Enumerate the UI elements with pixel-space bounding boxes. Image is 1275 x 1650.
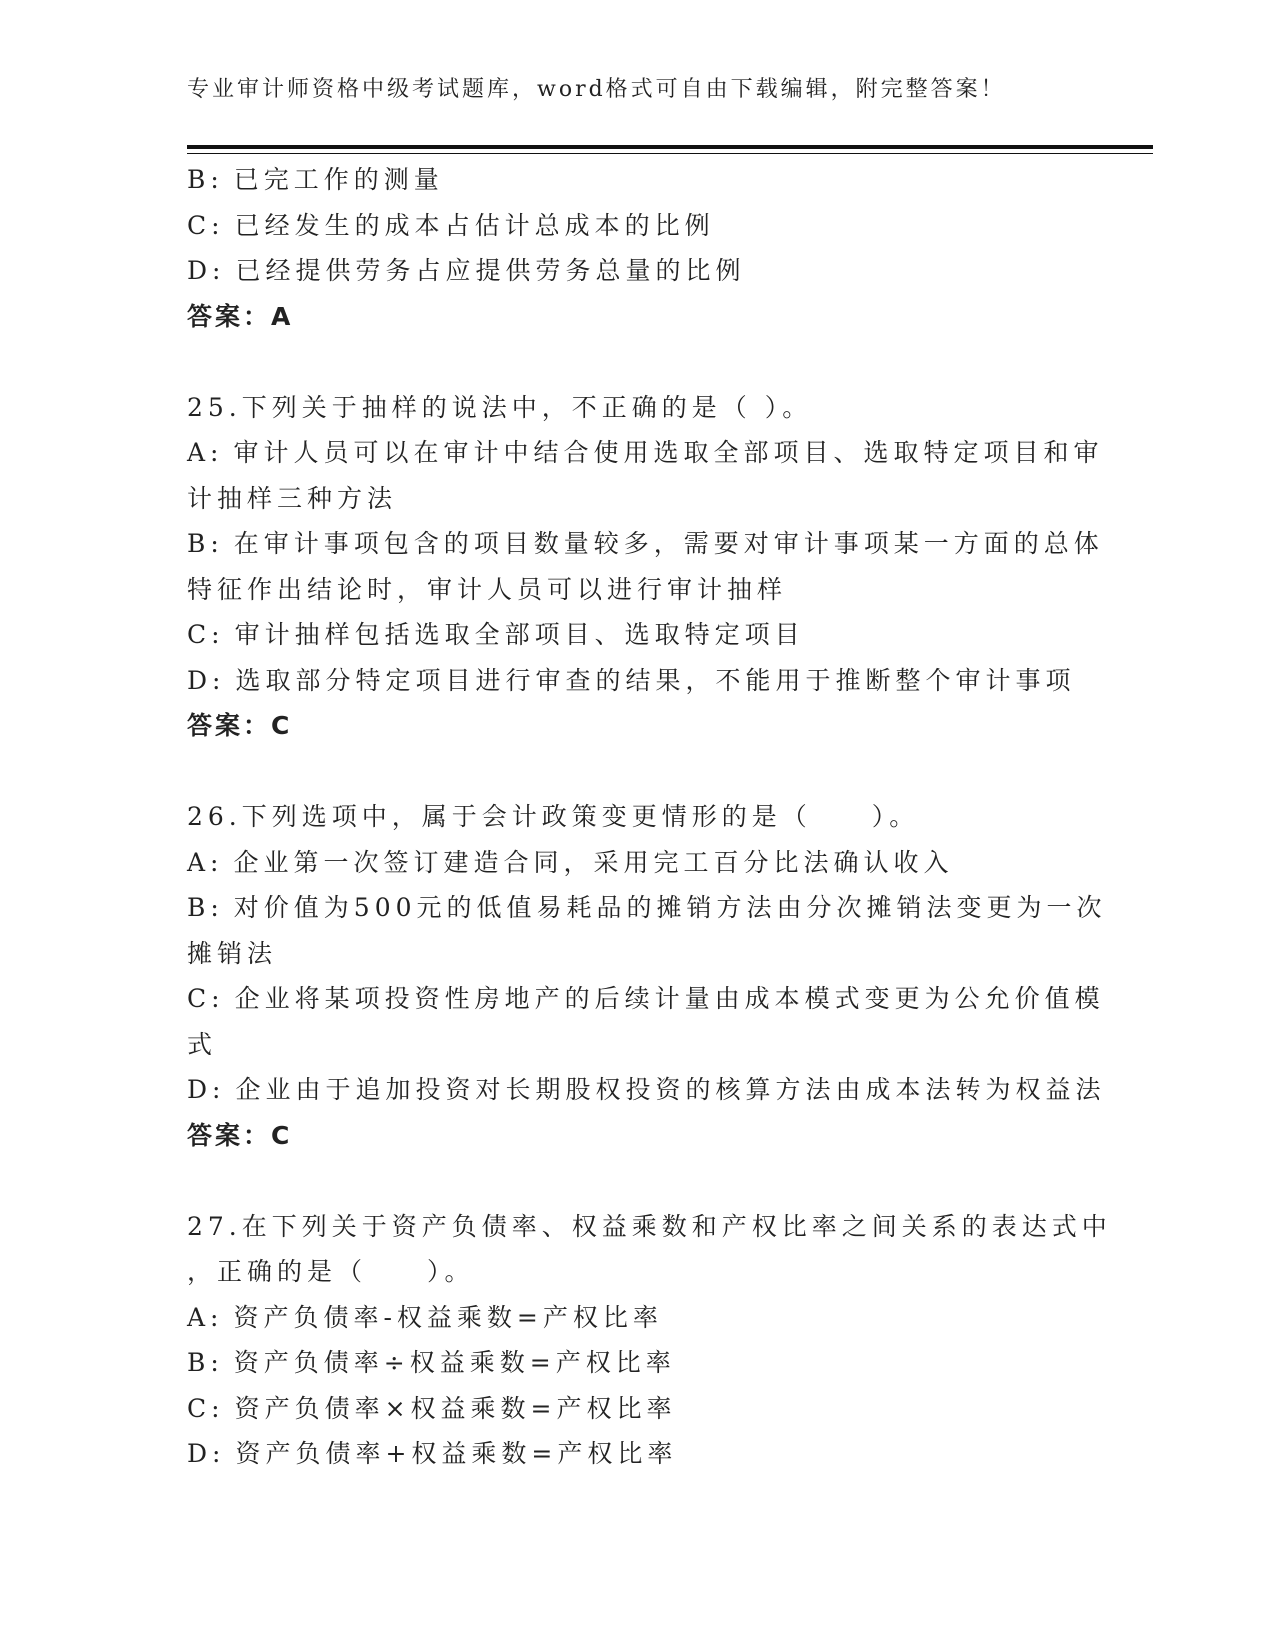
option-text: 资产负债率÷权益乘数=产权比率 (233, 1348, 676, 1377)
option-label: B: (187, 165, 224, 194)
option-line (187, 248, 1077, 294)
option-line (187, 567, 1077, 613)
answer-line: 答案：C (187, 711, 293, 740)
option-text: 计抽样三种方法 (187, 483, 398, 513)
option-text: 式 (187, 1029, 218, 1059)
option-line (187, 1022, 1077, 1068)
option-line (187, 658, 1077, 704)
option-label: A: (187, 1302, 224, 1332)
option-line (187, 1067, 1106, 1113)
header-rule-thick (187, 145, 1153, 149)
option-text: 摊销法 (187, 938, 278, 968)
option-text: 企业第一次签订建造合同，采用完工百分比法确认收入 (233, 847, 954, 877)
option-line (187, 840, 1077, 886)
option-text: 特征作出结论时，审计人员可以进行审计抽样 (187, 574, 788, 604)
option-text: 企业将某项投资性房地产的后续计量由成本模式变更为公允价值模 (234, 984, 1105, 1013)
page-header: 专业审计师资格中级考试题库，word格式可自由下载编辑，附完整答案！ (187, 77, 1006, 102)
option-label: B: (187, 1348, 224, 1377)
option-text: 企业由于追加投资对长期股权投资的核算方法由成本法转为权益法 (235, 1075, 1106, 1104)
question-stem: 26.下列选项中，属于会计政策变更情形的是（ ）。 (187, 802, 920, 831)
question-block (187, 794, 1107, 1158)
answer-line: 答案：A (187, 301, 294, 331)
option-line (187, 203, 1077, 249)
option-text: 资产负债率-权益乘数=产权比率 (233, 1302, 663, 1332)
option-text: 审计人员可以在审计中结合使用选取全部项目、选取特定项目和审 (233, 438, 1104, 467)
option-line (187, 430, 1104, 476)
option-line (187, 1295, 1077, 1341)
option-label: B: (187, 893, 224, 922)
option-text: 审计抽样包括选取全部项目、选取特定项目 (234, 620, 805, 649)
option-label: B: (187, 529, 224, 558)
option-label: D: (187, 665, 226, 695)
question-stem: 27.在下列关于资产负债率、权益乘数和产权比率之间关系的表达式中 (187, 1211, 1112, 1241)
header-rule-thin (187, 153, 1153, 154)
document-body (187, 157, 1112, 1477)
option-label: D: (187, 1075, 226, 1104)
option-line (187, 1386, 1077, 1432)
option-label: C: (187, 1393, 225, 1423)
option-text: 资产负债率×权益乘数=产权比率 (234, 1393, 677, 1423)
option-line (187, 885, 1107, 931)
option-text: 对价值为500元的低值易耗品的摊销方法由分次摊销法变更为一次 (233, 893, 1107, 922)
question-block (187, 385, 1104, 749)
option-text: 已经发生的成本占估计总成本的比例 (234, 210, 715, 240)
question-stem: 25.下列关于抽样的说法中，不正确的是（ ）。 (187, 392, 813, 422)
option-label: D: (187, 256, 226, 285)
option-line (187, 157, 1077, 203)
option-line (187, 521, 1104, 567)
answer-line: 答案：C (187, 1120, 293, 1150)
question-block (187, 1204, 1112, 1477)
option-line (187, 612, 1077, 658)
option-line (187, 931, 1077, 977)
option-label: A: (187, 438, 224, 467)
option-label: A: (187, 847, 224, 877)
option-text: 在审计事项包含的项目数量较多，需要对审计事项某一方面的总体 (233, 529, 1104, 558)
option-line (187, 1340, 1077, 1386)
option-line (187, 1431, 1077, 1477)
option-label: C: (187, 620, 225, 649)
question-stem: ，正确的是（ ）。 (187, 1257, 475, 1286)
intro-block (187, 157, 1077, 339)
option-text: 已完工作的测量 (233, 165, 444, 194)
option-line (187, 476, 1077, 522)
option-label: D: (187, 1439, 226, 1468)
option-text: 选取部分特定项目进行审查的结果，不能用于推断整个审计事项 (235, 665, 1076, 695)
option-text: 已经提供劳务占应提供劳务总量的比例 (235, 256, 746, 285)
option-label: C: (187, 210, 225, 240)
option-line (187, 976, 1105, 1022)
question-list (187, 385, 1112, 1477)
option-label: C: (187, 984, 225, 1013)
option-text: 资产负债率+权益乘数=产权比率 (235, 1439, 678, 1468)
